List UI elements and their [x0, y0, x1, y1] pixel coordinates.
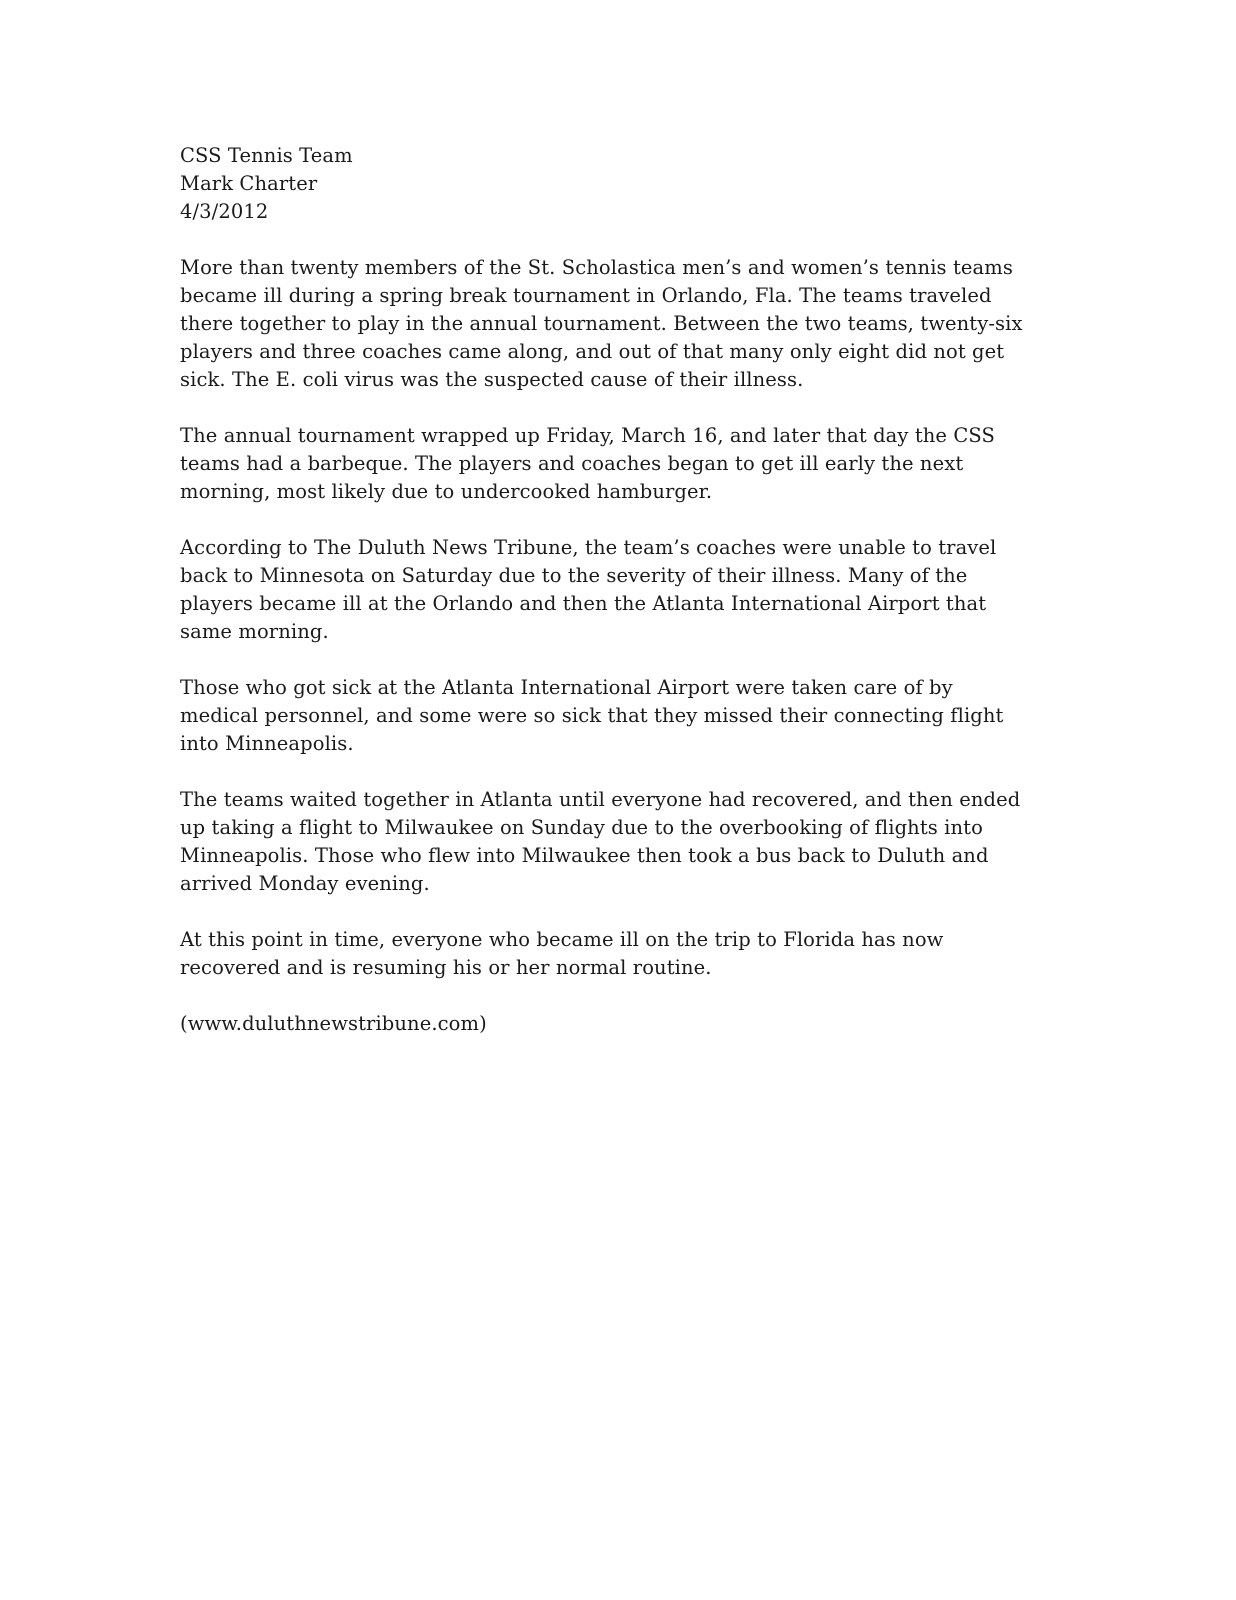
paragraph-2 [180, 422, 1050, 506]
paragraph-line: players became ill at the Orlando and then the Atlanta International Airport that [180, 592, 987, 615]
paragraph-line: teams had a barbeque. The players and coaches began to get ill early the next [180, 452, 964, 475]
source-line: (www.duluthnewstribune.com) [180, 1012, 487, 1035]
paragraph-4 [180, 674, 1050, 758]
paragraph-line: players and three coaches came along, and out of that many only eight did not get [180, 340, 1005, 363]
paragraph-line: Those who got sick at the Atlanta International Airport were taken care of by [180, 676, 953, 699]
paragraph-line: According to The Duluth News Tribune, the team’s coaches were unable to travel [180, 536, 997, 559]
team-name: CSS Tennis Team [180, 144, 353, 167]
paragraph-line: back to Minnesota on Saturday due to the severity of their illness. Many of the [180, 564, 968, 587]
paragraph-line: arrived Monday evening. [180, 872, 430, 895]
paragraph-line: medical personnel, and some were so sick that they missed their connecting flight [180, 704, 1004, 727]
paragraph-6 [180, 926, 1050, 982]
paragraph-line: same morning. [180, 620, 329, 643]
paragraph-line: there together to play in the annual tournament. Between the two teams, twenty-six [180, 312, 1023, 335]
paragraph-line: More than twenty members of the St. Scholastica men’s and women’s tennis teams [180, 256, 1013, 279]
author-name: Mark Charter [180, 172, 318, 195]
document-date: 4/3/2012 [180, 200, 269, 223]
paragraph-line: At this point in time, everyone who became ill on the trip to Florida has now [180, 928, 944, 951]
document-header [180, 142, 1050, 226]
document-body [180, 142, 1050, 1066]
paragraph-line: up taking a flight to Milwaukee on Sunday due to the overbooking of flights into [180, 816, 983, 839]
source-citation [180, 1010, 1050, 1038]
paragraph-line: recovered and is resuming his or her normal routine. [180, 956, 712, 979]
paragraph-line: became ill during a spring break tournament in Orlando, Fla. The teams traveled [180, 284, 992, 307]
paragraph-3 [180, 534, 1050, 646]
paragraph-line: The teams waited together in Atlanta until everyone had recovered, and then ended [180, 788, 1021, 811]
paragraph-line: Minneapolis. Those who flew into Milwaukee then took a bus back to Duluth and [180, 844, 989, 867]
paragraph-line: The annual tournament wrapped up Friday, March 16, and later that day the CSS [180, 424, 995, 447]
paragraph-5 [180, 786, 1050, 898]
paragraph-line: sick. The E. coli virus was the suspected cause of their illness. [180, 368, 804, 391]
paragraph-1 [180, 254, 1050, 394]
paragraph-line: into Minneapolis. [180, 732, 354, 755]
paragraph-line: morning, most likely due to undercooked hamburger. [180, 480, 713, 503]
